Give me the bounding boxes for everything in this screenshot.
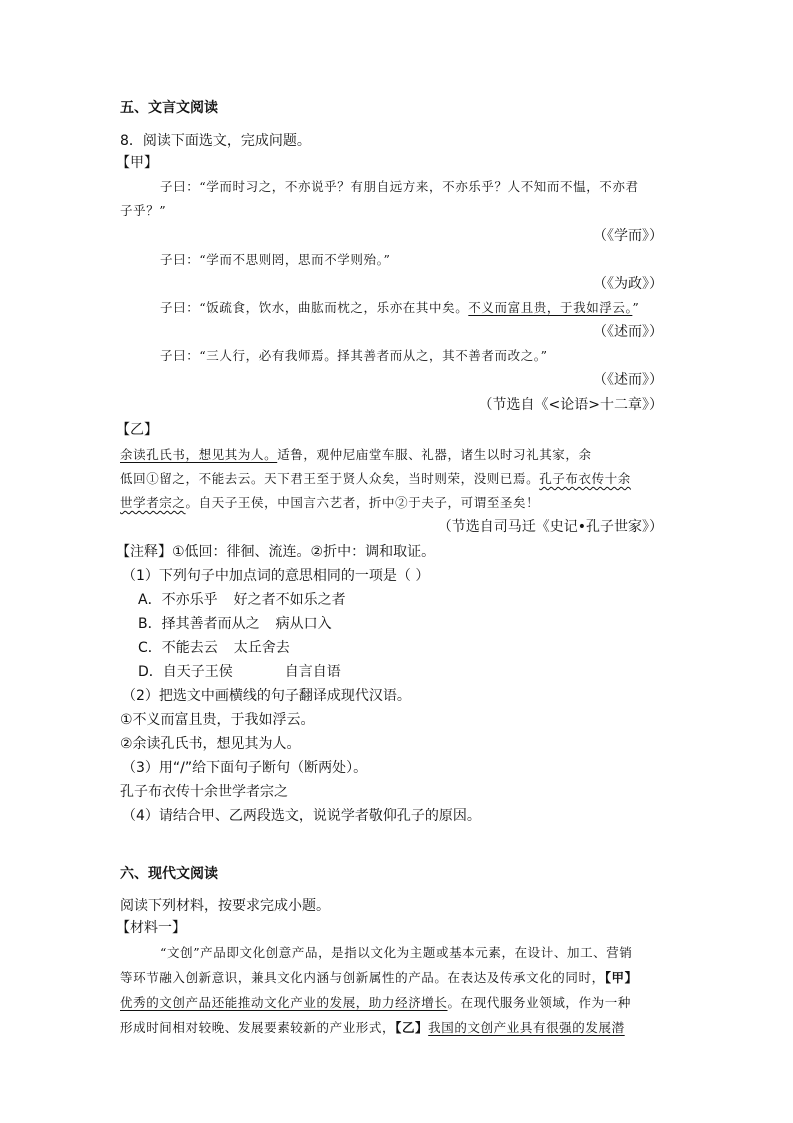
label-material-1: 【材料一】 (116, 920, 186, 936)
source-xue-er: （《学而》） (593, 228, 663, 244)
marker-yi: 【乙】 (395, 1020, 429, 1035)
material-1-line-4 (120, 1018, 625, 1038)
option-d (138, 662, 341, 682)
option-d-part-2: 自言自语 (284, 664, 341, 680)
material-1-line-2 (120, 968, 638, 988)
marker-jia: 【甲】 (604, 970, 638, 985)
shiji-line-2-text: 低回①留之，不能去云。天下君王至于贤人众矣，当时则荣，没则已焉。 (120, 471, 540, 486)
punctuation-sentence: 孔子布衣传十余世学者宗之 (120, 784, 288, 800)
source-shiji: （节选自司马迁《史记•孔子世家》） (437, 519, 663, 535)
shiji-line-1-rest: 适鲁，观仲尼庙堂车服、礼器，诸生以时习礼其家，余 (277, 447, 592, 462)
wavy-sentence-part-2: 世学者宗之 (120, 495, 186, 510)
sub-question-1: （1）下列句子中加点词的意思相同的一项是（ ） (122, 568, 430, 584)
section-heading-modern: 六、现代文阅读 (120, 866, 218, 882)
lunyu-passage-4: 子曰：“三人行，必有我师焉。择其善者而从之，其不善者而改之。” (160, 348, 548, 363)
sub-question-4: （4）请结合甲、乙两段选文，说说学者敬仰孔子的原因。 (122, 808, 481, 824)
option-c-part-1: C．不能去云 (138, 640, 218, 656)
lunyu-passage-1b: 子乎？” (120, 203, 167, 218)
question-8-prompt: 8．阅读下面选文，完成问题。 (120, 133, 311, 149)
sub-question-2: （2）把选文中画横线的句子翻译成现代汉语。 (122, 688, 411, 704)
source-shu-er-1: （《述而》） (593, 324, 663, 340)
passage-3-text: 子曰：“饭疏食，饮水，曲肱而枕之，乐亦在其中矣。 (160, 300, 469, 315)
shiji-line-2 (120, 469, 631, 489)
option-a-part-1: A．不亦乐乎 (138, 592, 218, 608)
underlined-phrase-jia: 优秀的文创产品还能推动文化产业的发展，助力经济增长 (120, 995, 448, 1010)
translate-item-1: ①不义而富且贵，于我如浮云。 (120, 712, 315, 728)
option-a (138, 590, 346, 610)
option-a-part-2: 好之者不如乐之者 (233, 592, 346, 608)
source-wei-zheng: （《为政》） (593, 276, 663, 292)
material-1-line-4-text: 形成时间相对较晚、发展要素较新的产业形式， (120, 1020, 396, 1035)
sub-question-3: （3）用“/”给下面句子断句（断两处）。 (122, 760, 368, 776)
lunyu-passage-3 (160, 298, 639, 318)
lunyu-passage-1a: 子曰：“学而时习之，不亦说乎？有朋自远方来，不亦乐乎？人不知而不愠，不亦君 (160, 179, 639, 194)
shiji-line-3-rest: 。自天子王侯，中国言六艺者，折中②于夫子，可谓至圣矣！ (185, 495, 540, 510)
underlined-sentence-2: 余读孔氏书，想见其为人。 (120, 447, 278, 462)
option-b-part-2: 病从口入 (275, 616, 332, 632)
option-c-part-2: 太丘舍去 (233, 640, 290, 656)
source-lunyu-excerpt: （节选自《<论语>十二章》） (478, 397, 663, 413)
option-d-part-1: D．自天子王侯 (138, 664, 233, 680)
option-b (138, 614, 332, 634)
lunyu-passage-2: 子曰：“学而不思则罔，思而不学则殆。” (160, 252, 391, 267)
option-c (138, 638, 290, 658)
shiji-line-3 (120, 493, 539, 513)
option-b-part-1: B．择其善者而从之 (138, 616, 260, 632)
source-shu-er-2: （《述而》） (593, 372, 663, 388)
wavy-sentence-part-1: 孔子布衣传十余 (539, 471, 631, 486)
shiji-line-1 (120, 445, 592, 465)
material-1-line-3 (120, 993, 631, 1013)
passage-3-close: ” (632, 300, 640, 315)
section-6-intro: 阅读下列材料，按要求完成小题。 (120, 898, 330, 914)
label-jia: 【甲】 (116, 155, 158, 171)
material-1-line-1: “文创”产品即文化创意产品，是指以文化为主题或基本元素，在设计、加工、营销 (160, 945, 633, 960)
annotation-notes: 【注释】①低回：徘徊、流连。②折中：调和取证。 (116, 544, 436, 560)
material-1-line-3-rest: 。在现代服务业领域，作为一种 (447, 995, 631, 1010)
underlined-phrase-yi: 我国的文创产业具有很强的发展潜 (428, 1020, 625, 1035)
underlined-sentence-1: 不义而富且贵，于我如浮云。 (468, 300, 633, 315)
section-heading-classical: 五、文言文阅读 (120, 100, 218, 116)
material-1-line-2-text: 等环节融入创新意识，兼具文化内涵与创新属性的产品。在表达及传承文化的同时， (120, 970, 605, 985)
translate-item-2: ②余读孔氏书，想见其为人。 (120, 736, 301, 752)
label-yi: 【乙】 (116, 422, 158, 438)
